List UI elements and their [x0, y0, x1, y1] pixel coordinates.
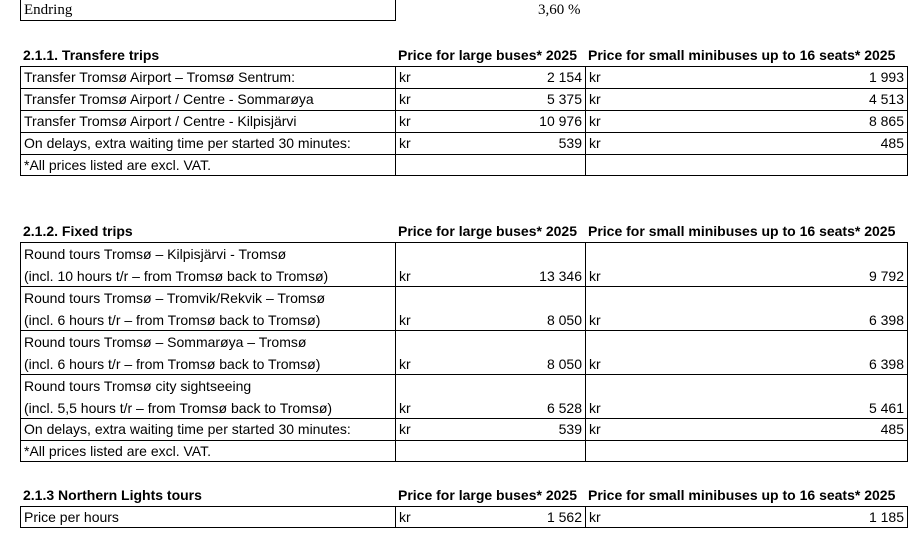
table-row-large — [395, 132, 586, 155]
tour-detail: (incl. 5,5 hours t/r – from Tromsø back to Tromsø) — [24, 400, 333, 416]
col-header-large: Price for large buses* 2025 — [398, 223, 577, 239]
price-value: 1 562 — [546, 509, 582, 525]
currency-label: kr — [399, 312, 411, 328]
price-value: 6 398 — [868, 356, 904, 372]
table-row-large — [395, 418, 586, 441]
currency-label: kr — [589, 356, 601, 372]
table-row-desc: Transfer Tromsø Airport – Tromsø Sentrum: — [20, 66, 396, 89]
price-value: 539 — [558, 421, 582, 437]
table-row-small — [585, 88, 908, 111]
table-row-desc: Price per hours — [20, 506, 396, 528]
price-value: 6 528 — [546, 400, 582, 416]
table-row-desc — [20, 330, 396, 375]
currency-label: kr — [399, 356, 411, 372]
price-value: 8 865 — [868, 113, 904, 129]
table-row-desc — [20, 286, 396, 331]
table-row-small — [585, 132, 908, 155]
currency-label: kr — [399, 135, 411, 151]
price-value: 5 461 — [868, 400, 904, 416]
section-title-northern-lights: 2.1.3 Northern Lights tours — [23, 487, 202, 503]
currency-label: kr — [589, 69, 601, 85]
table-row-large — [395, 110, 586, 133]
vat-note-empty — [585, 440, 908, 462]
table-row-small — [585, 110, 908, 133]
currency-label: kr — [589, 268, 601, 284]
section-title-transfer: 2.1.1. Transfere trips — [23, 47, 160, 63]
tour-name: Round tours Tromsø – Sommarøya – Tromsø — [24, 334, 307, 350]
currency-label: kr — [399, 509, 411, 525]
table-row-large — [395, 330, 586, 375]
price-value: 1 185 — [868, 509, 904, 525]
currency-label: kr — [589, 113, 601, 129]
section-title-fixed: 2.1.2. Fixed trips — [23, 223, 133, 239]
table-row-large — [395, 374, 586, 419]
vat-note-empty — [395, 154, 586, 176]
col-header-small: Price for small minibuses up to 16 seats* 2025 — [588, 487, 896, 503]
table-row-desc: On delays, extra waiting time per started 30 minutes: — [20, 418, 396, 441]
price-value: 10 976 — [539, 113, 582, 129]
table-row-desc — [20, 374, 396, 419]
currency-label: kr — [399, 400, 411, 416]
col-header-large: Price for large buses* 2025 — [398, 487, 577, 503]
table-row-small — [585, 66, 908, 89]
tour-name: Round tours Tromsø – Tromvik/Rekvik – Tromsø — [24, 290, 326, 306]
tour-detail: (incl. 6 hours t/r – from Tromsø back to Tromsø) — [24, 356, 321, 372]
table-row-large — [395, 286, 586, 331]
price-value: 6 398 — [868, 312, 904, 328]
vat-note: *All prices listed are excl. VAT. — [20, 154, 396, 176]
table-row-large — [395, 506, 586, 528]
currency-label: kr — [589, 91, 601, 107]
price-value: 13 346 — [539, 268, 582, 284]
endring-value: 3,60 % — [538, 2, 581, 18]
table-row-small — [585, 286, 908, 331]
table-row-desc: On delays, extra waiting time per started 30 minutes: — [20, 132, 396, 155]
col-header-small: Price for small minibuses up to 16 seats* 2025 — [588, 47, 896, 63]
currency-label: kr — [589, 400, 601, 416]
price-value: 9 792 — [868, 268, 904, 284]
currency-label: kr — [589, 135, 601, 151]
table-row-small — [585, 506, 908, 528]
price-value: 5 375 — [546, 91, 582, 107]
price-value: 485 — [880, 421, 904, 437]
price-value: 1 993 — [868, 69, 904, 85]
tour-detail: (incl. 6 hours t/r – from Tromsø back to Tromsø) — [24, 312, 321, 328]
currency-label: kr — [589, 312, 601, 328]
price-value: 8 050 — [546, 312, 582, 328]
currency-label: kr — [589, 509, 601, 525]
table-row-small — [585, 374, 908, 419]
price-value: 8 050 — [546, 356, 582, 372]
table-row-desc: Transfer Tromsø Airport / Centre - Kilpisjärvi — [20, 110, 396, 133]
tour-name: Round tours Tromsø city sightseeing — [24, 378, 252, 394]
col-header-large: Price for large buses* 2025 — [398, 47, 577, 63]
price-value: 485 — [880, 135, 904, 151]
price-value: 4 513 — [868, 91, 904, 107]
table-row-large — [395, 88, 586, 111]
currency-label: kr — [399, 113, 411, 129]
table-row-desc — [20, 242, 396, 287]
currency-label: kr — [399, 69, 411, 85]
table-row-small — [585, 242, 908, 287]
tour-detail: (incl. 10 hours t/r – from Tromsø back to Tromsø) — [24, 268, 329, 284]
vat-note: *All prices listed are excl. VAT. — [20, 440, 396, 462]
currency-label: kr — [399, 268, 411, 284]
vat-note-empty — [395, 440, 586, 462]
tour-name: Round tours Tromsø – Kilpisjärvi - Tromsø — [24, 246, 287, 262]
price-value: 2 154 — [546, 69, 582, 85]
table-row-small — [585, 330, 908, 375]
currency-label: kr — [399, 91, 411, 107]
currency-label: kr — [589, 421, 601, 437]
vat-note-empty — [585, 154, 908, 176]
col-header-small: Price for small minibuses up to 16 seats* 2025 — [588, 223, 896, 239]
table-row-small — [585, 418, 908, 441]
currency-label: kr — [399, 421, 411, 437]
price-value: 539 — [558, 135, 582, 151]
table-row-large — [395, 242, 586, 287]
table-row-large — [395, 66, 586, 89]
endring-label: Endring — [20, 0, 396, 21]
table-row-desc: Transfer Tromsø Airport / Centre - Sommarøya — [20, 88, 396, 111]
